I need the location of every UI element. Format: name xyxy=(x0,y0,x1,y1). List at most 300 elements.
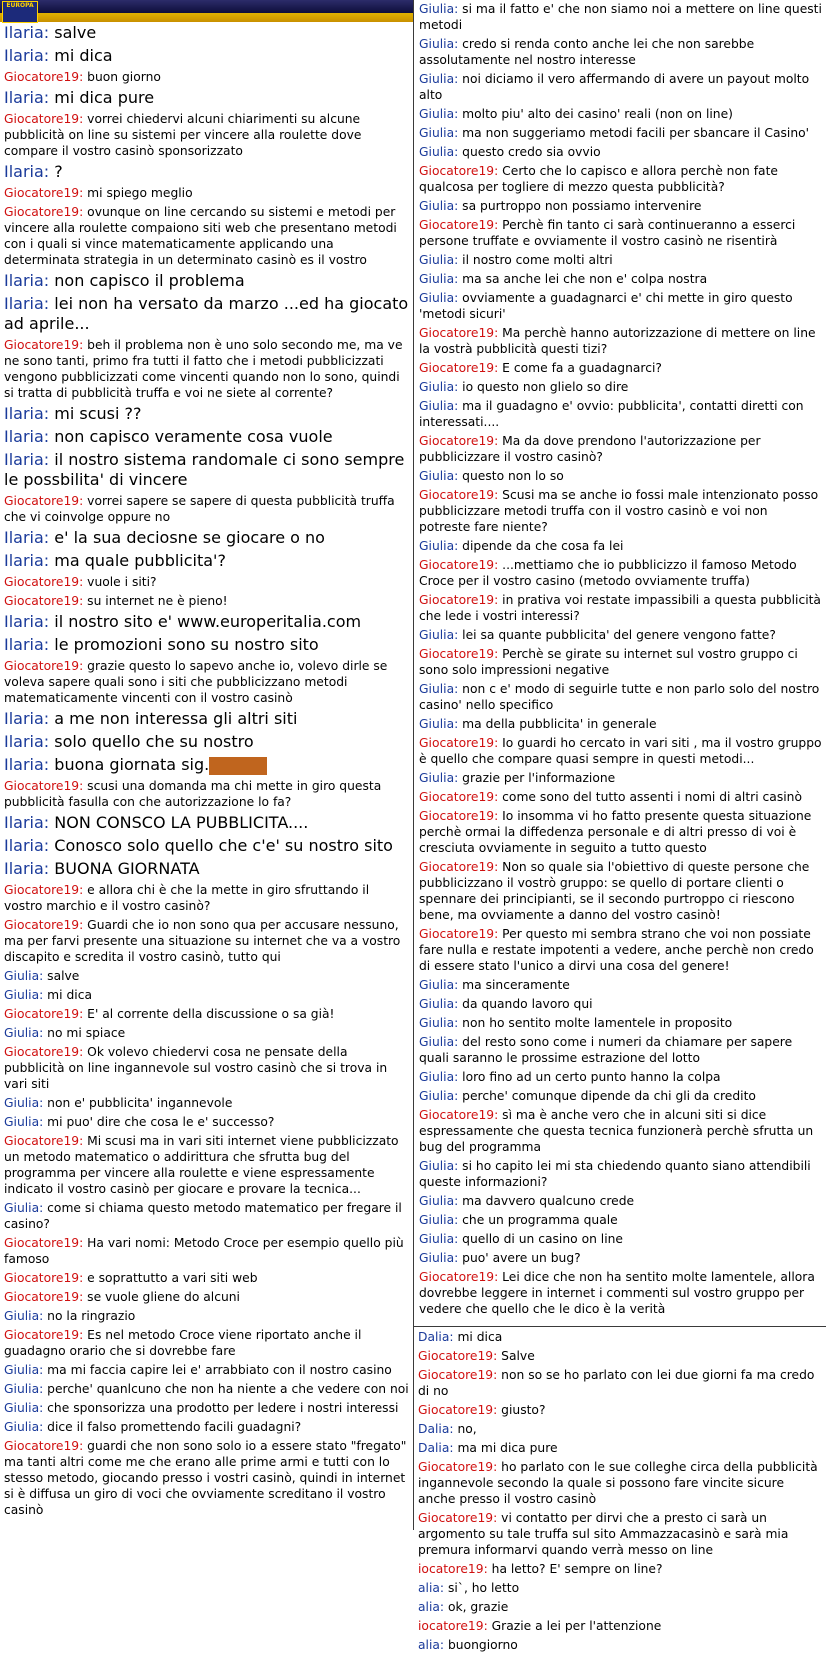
message-text: Salve xyxy=(501,1349,535,1363)
sender-separator: : xyxy=(494,927,503,941)
chat-message xyxy=(0,1288,413,1307)
sender-name: Giocatore19 xyxy=(4,779,80,793)
chat-log-right-bottom[interactable] xyxy=(414,1328,826,1668)
message-text: le promozioni sono su nostro sito xyxy=(54,635,319,654)
chat-message xyxy=(414,1560,826,1579)
chat-log-left[interactable] xyxy=(0,0,414,1530)
chat-message xyxy=(414,486,826,537)
message-text: da quando lavoro qui xyxy=(462,997,593,1011)
sender-name: Ilaria xyxy=(4,271,44,290)
chat-message xyxy=(414,715,826,734)
sender-name: Ilaria xyxy=(4,635,44,654)
sender-separator: : xyxy=(494,488,503,502)
sender-separator: : xyxy=(454,1016,463,1030)
sender-name: Ilaria xyxy=(4,450,44,469)
message-text: guardi che non sono solo io a essere stato "fregato" ma tanti altri come me che erano alle prime armi e tutti con lo stesso metodo, giocando presso i vostri casinò, quindi in internet si è diffusa un giro di voci che ovviamente screditano il vostro casinò xyxy=(4,1439,407,1517)
message-text: come sono del tutto assenti i nomi di altri casinò xyxy=(502,790,802,804)
sender-name: Giulia xyxy=(419,145,455,159)
sender-name: alia xyxy=(418,1600,440,1614)
chat-message xyxy=(0,634,413,657)
sender-separator: : xyxy=(494,809,503,823)
sender-separator: : xyxy=(494,1108,503,1122)
chat-message xyxy=(414,645,826,680)
message-text: ma sinceramente xyxy=(462,978,570,992)
chat-message xyxy=(414,270,826,289)
sender-name: Giocatore19 xyxy=(419,790,495,804)
sender-separator: : xyxy=(79,1236,88,1250)
message-text: non capisco veramente cosa vuole xyxy=(54,427,333,446)
sender-separator: : xyxy=(43,450,55,469)
sender-separator: : xyxy=(43,755,55,774)
message-text: a me non interessa gli altri siti xyxy=(54,709,298,728)
message-text: Perchè fin tanto ci sarà continueranno a esserci persone truffate e ovviamente il vostro casinò ne risentirà xyxy=(419,218,796,248)
message-text: beh il problema non è uno solo secondo me, ma ve ne sono tanti, primo fra tutti il fatto che i metodi pubblicizzati vengono pubblicizzati come vincenti quando non lo sono, quindi si tratta di pubblicità truffa e voi ne siete al corrente? xyxy=(4,338,403,400)
sender-separator: : xyxy=(454,126,463,140)
chat-message xyxy=(0,426,413,449)
message-text: ma non suggeriamo metodi facili per sbancare il Casino' xyxy=(462,126,810,140)
sender-separator: : xyxy=(454,1070,463,1084)
chat-message xyxy=(0,403,413,426)
sender-name: Giulia xyxy=(4,988,40,1002)
message-text: non e' pubblicita' ingannevole xyxy=(47,1096,233,1110)
sender-name: Giocatore19 xyxy=(419,1108,495,1122)
sender-name: Giocatore19 xyxy=(419,434,495,448)
message-text: NON CONSCO LA PUBBLICITA.... xyxy=(54,813,309,832)
sender-separator: : xyxy=(493,1349,502,1363)
chat-message xyxy=(0,657,413,708)
chat-message xyxy=(0,1399,413,1418)
sender-separator: : xyxy=(39,1096,48,1110)
sender-separator: : xyxy=(39,1201,48,1215)
message-text: ma il guadagno e' ovvio: pubblicita', contatti diretti con interessati.... xyxy=(419,399,804,429)
sender-name: Giocatore19 xyxy=(4,1290,80,1304)
chat-message xyxy=(414,1087,826,1106)
sender-separator: : xyxy=(79,1045,88,1059)
sender-name: Giulia xyxy=(419,1089,455,1103)
chat-message xyxy=(0,777,413,812)
message-text: Certo che lo capisco e allora perchè non fate qualcosa per togliere di mezzo questa pubblicità? xyxy=(419,164,778,194)
chat-message xyxy=(414,858,826,925)
sender-name: Giulia xyxy=(4,1026,40,1040)
sender-separator: : xyxy=(454,1194,463,1208)
sender-separator: : xyxy=(454,771,463,785)
message-text: Scusi ma se anche io fossi male intenzionato posso pubblicizzare metodi truffa con il vostro casinò e voi non potreste fare niente? xyxy=(419,488,819,534)
sender-name: Ilaria xyxy=(4,23,44,42)
sender-name: Giocatore19 xyxy=(419,927,495,941)
sender-name: Ilaria xyxy=(4,88,44,107)
sender-name: Giocatore19 xyxy=(419,218,495,232)
message-text: puo' avere un bug? xyxy=(462,1251,581,1265)
chat-message xyxy=(414,1420,826,1439)
chat-message xyxy=(414,1636,826,1655)
sender-name: Ilaria xyxy=(4,836,44,855)
sender-separator: : xyxy=(454,1089,463,1103)
chat-message xyxy=(0,1024,413,1043)
sender-name: Giulia xyxy=(4,1115,40,1129)
message-text: ? xyxy=(54,162,63,181)
sender-separator: : xyxy=(454,539,463,553)
sender-separator: : xyxy=(454,145,463,159)
sender-separator: : xyxy=(43,709,55,728)
sender-name: Giulia xyxy=(419,253,455,267)
chat-message xyxy=(0,1132,413,1199)
chat-message xyxy=(0,161,413,184)
sender-name: Giocatore19 xyxy=(419,326,495,340)
sender-name: Giulia xyxy=(419,997,455,1011)
chat-message xyxy=(414,1230,826,1249)
chat-message xyxy=(414,0,826,35)
sender-separator: : xyxy=(39,1420,48,1434)
message-text: salve xyxy=(54,23,97,42)
sender-separator: : xyxy=(39,1026,48,1040)
sender-separator: : xyxy=(43,836,55,855)
message-text: solo quello che su nostro xyxy=(54,732,254,751)
message-text: non ho sentito molte lamentele in proposito xyxy=(462,1016,733,1030)
sender-name: Ilaria xyxy=(4,294,44,313)
chat-message xyxy=(414,769,826,788)
message-text: Non so quale sia l'obiettivo di queste persone che pubblicizzano il vostrò gruppo: se quello di portare clienti o spennare dei principianti, se il secondo purtroppo ci riescono bene, ma ovviamente a danno del vostro casinò! xyxy=(419,860,810,922)
sender-separator: : xyxy=(79,186,88,200)
chat-message xyxy=(414,591,826,626)
chat-message xyxy=(414,1014,826,1033)
sender-name: Dalia xyxy=(418,1330,450,1344)
message-text: se vuole gliene do alcuni xyxy=(87,1290,240,1304)
sender-name: Giulia xyxy=(419,199,455,213)
sender-separator: : xyxy=(79,918,88,932)
chat-message xyxy=(414,1106,826,1157)
message-text: Perchè se girate su internet sul vostro gruppo ci sono solo impressioni negative xyxy=(419,647,798,677)
chat-message xyxy=(414,1366,826,1401)
sender-name: Giulia xyxy=(419,1035,455,1049)
message-text: il nostro sito e' www.europeritalia.com xyxy=(54,612,362,631)
sender-separator: : xyxy=(43,162,55,181)
sender-name: Giocatore19 xyxy=(418,1368,494,1382)
chat-message xyxy=(414,1579,826,1598)
sender-name: Ilaria xyxy=(4,528,44,547)
message-text: mi dica pure xyxy=(54,88,155,107)
message-text: ma della pubblicita' in generale xyxy=(462,717,657,731)
message-text: ...mettiamo che io pubblicizzo il famoso Metodo Croce per il vostro casino (metodo ovviamente truffa) xyxy=(419,558,797,588)
chat-message xyxy=(414,1157,826,1192)
chat-message xyxy=(414,1347,826,1366)
chat-message xyxy=(0,916,413,967)
logo-bar xyxy=(0,0,413,22)
sender-name: Giocatore19 xyxy=(419,809,495,823)
chat-message xyxy=(414,289,826,324)
sender-name: Giulia xyxy=(4,1420,40,1434)
chat-message xyxy=(0,1199,413,1234)
sender-separator: : xyxy=(454,717,463,731)
sender-separator: : xyxy=(79,1007,88,1021)
sender-name: Giulia xyxy=(419,1232,455,1246)
message-text: salve xyxy=(47,969,80,983)
chat-message xyxy=(414,734,826,769)
chat-message xyxy=(414,995,826,1014)
sender-name: Giocatore19 xyxy=(4,918,80,932)
sender-separator: : xyxy=(39,1115,48,1129)
chat-message xyxy=(414,807,826,858)
message-text: vi contatto per dirvi che a presto ci sarà un argomento su tale truffa sul sito Ammazzacasinò e sarà mia premura informarvi quando verrà messo on line xyxy=(418,1511,789,1557)
message-text: ma mi faccia capire lei e' arrabbiato con il nostro casino xyxy=(47,1363,392,1377)
sender-separator: : xyxy=(454,107,463,121)
sender-name: Ilaria xyxy=(4,46,44,65)
chat-message xyxy=(0,270,413,293)
sender-separator: : xyxy=(449,1441,458,1455)
sender-name: Giocatore19 xyxy=(419,361,495,375)
chat-message xyxy=(414,432,826,467)
chat-message xyxy=(0,812,413,835)
message-text: ma mi dica pure xyxy=(457,1441,558,1455)
sender-name: Giocatore19 xyxy=(419,1270,495,1284)
sender-separator: : xyxy=(454,399,463,413)
message-text: Io insomma vi ho fatto presente questa situazione perchè ormai la diffedenza personale e di altri presso di voi è cresciuta ovviamente in seguito a tutto questo xyxy=(419,809,812,855)
chat-message xyxy=(414,680,826,715)
chat-message xyxy=(414,925,826,976)
sender-name: Giulia xyxy=(419,771,455,785)
sender-name: Giocatore19 xyxy=(4,659,80,673)
chat-message xyxy=(414,1439,826,1458)
sender-separator: : xyxy=(494,361,503,375)
sender-separator: : xyxy=(494,434,503,448)
chat-log-right-top[interactable] xyxy=(414,0,826,1327)
sender-name: Giulia xyxy=(419,126,455,140)
sender-separator: : xyxy=(79,575,88,589)
sender-separator: : xyxy=(43,528,55,547)
chat-message xyxy=(414,105,826,124)
message-text: su internet ne è pieno! xyxy=(87,594,228,608)
message-text: e' la sua deciosne se giocare o no xyxy=(54,528,325,547)
chat-message xyxy=(0,45,413,68)
sender-name: alia xyxy=(418,1581,440,1595)
sender-separator: : xyxy=(494,736,503,750)
message-text: si ma il fatto e' che non siamo noi a mettere on line questi metodi xyxy=(419,2,822,32)
chat-message xyxy=(414,124,826,143)
message-text: grazie per l'informazione xyxy=(462,771,616,785)
message-text: Mi scusi ma in vari siti internet viene pubblicizzato un metodo matematico o addirittura che sfrutta bug del programma per vincere alla roulette e viene espressamente indicato il vostro casinò per giocare e provare la tecnica... xyxy=(4,1134,399,1196)
chat-message xyxy=(414,397,826,432)
sender-name: Giulia xyxy=(419,1213,455,1227)
message-text: dice il falso promettendo facili guadagni? xyxy=(47,1420,302,1434)
sender-name: Giulia xyxy=(419,1159,455,1173)
chat-message xyxy=(0,336,413,403)
message-text: questo non lo so xyxy=(462,469,564,483)
message-text: Ma da dove prendono l'autorizzazione per pubblicizzare il vostro casinò? xyxy=(419,434,761,464)
message-text: giusto? xyxy=(501,1403,546,1417)
message-text: ma quale pubblicita'? xyxy=(54,551,226,570)
sender-name: Ilaria xyxy=(4,404,44,423)
chat-message xyxy=(414,378,826,397)
message-text: vorrei sapere se sapere di questa pubblicità truffa che vi coinvolge oppure no xyxy=(4,494,395,524)
sender-separator: : xyxy=(43,551,55,570)
message-text: Guardi che io non sono qua per accusare nessuno, ma per farvi presente una situazione su internet che va a vostro discapito e scredita il vostro casinò, tutto qui xyxy=(4,918,401,964)
chat-message xyxy=(0,1361,413,1380)
chat-message xyxy=(414,1068,826,1087)
chat-message xyxy=(0,1326,413,1361)
chat-message xyxy=(0,573,413,592)
sender-separator: : xyxy=(454,272,463,286)
chat-message xyxy=(0,87,413,110)
message-text: mi dica xyxy=(54,46,113,65)
sender-separator: : xyxy=(454,199,463,213)
message-text: Es nel metodo Croce viene riportato anche il guadagno orario che si dovrebbe fare xyxy=(4,1328,362,1358)
sender-name: Giulia xyxy=(4,1309,40,1323)
sender-separator: : xyxy=(439,1638,448,1652)
chat-message xyxy=(414,1401,826,1420)
sender-separator: : xyxy=(494,647,503,661)
sender-name: Giulia xyxy=(4,1201,40,1215)
chat-message xyxy=(0,492,413,527)
sender-separator: : xyxy=(454,1251,463,1265)
sender-separator: : xyxy=(454,37,463,51)
sender-separator: : xyxy=(454,380,463,394)
sender-separator: : xyxy=(39,1401,48,1415)
sender-separator: : xyxy=(454,253,463,267)
chat-message xyxy=(414,251,826,270)
sender-name: Giulia xyxy=(419,469,455,483)
message-text: E come fa a guadagnarci? xyxy=(502,361,662,375)
message-text: del resto sono come i numeri da chiamare per sapere quali saranno le prossime estrazione del lotto xyxy=(419,1035,793,1065)
chat-message xyxy=(0,110,413,161)
sender-name: Giocatore19 xyxy=(4,575,80,589)
sender-name: Giocatore19 xyxy=(418,1349,494,1363)
sender-name: Giocatore19 xyxy=(4,1007,80,1021)
sender-separator: : xyxy=(39,988,48,1002)
sender-separator: : xyxy=(454,469,463,483)
sender-name: Giulia xyxy=(419,539,455,553)
message-text: non capisco il problema xyxy=(54,271,245,290)
message-text: non so se ho parlato con lei due giorni fa ma credo di no xyxy=(418,1368,815,1398)
sender-separator: : xyxy=(454,628,463,642)
message-text: buon giorno xyxy=(87,70,161,84)
chat-message xyxy=(414,1458,826,1509)
sender-name: Ilaria xyxy=(4,755,44,774)
sender-name: Dalia xyxy=(418,1441,450,1455)
message-text: Io guardi ho cercato in vari siti , ma il vostro gruppo è quello che compare quasi sempre in questi metodi... xyxy=(419,736,822,766)
message-text: ovunque on line cercando su sistemi e metodi per vincere alla roulette compaiono siti web che presentano metodi con i quali si vince matematicamente applicando una determinata strategia in un determinato casinò es il vostro xyxy=(4,205,397,267)
message-text: credo si renda conto anche lei che non sarebbe assolutamente nel nostro interesse xyxy=(419,37,755,67)
sender-separator: : xyxy=(454,997,463,1011)
sender-separator: : xyxy=(454,978,463,992)
redacted-name xyxy=(209,757,267,775)
sender-name: Giocatore19 xyxy=(418,1511,494,1525)
chat-message xyxy=(0,527,413,550)
chat-message xyxy=(0,550,413,573)
sender-separator: : xyxy=(79,1328,88,1342)
chat-message xyxy=(414,162,826,197)
chat-message xyxy=(414,1211,826,1230)
chat-message xyxy=(0,1234,413,1269)
sender-name: Ilaria xyxy=(4,709,44,728)
message-text: Ha vari nomi: Metodo Croce per esempio quello più famoso xyxy=(4,1236,404,1266)
sender-name: Giocatore19 xyxy=(4,594,80,608)
sender-name: Giocatore19 xyxy=(4,186,80,200)
sender-name: Giocatore19 xyxy=(418,1403,494,1417)
sender-name: Giocatore19 xyxy=(419,593,495,607)
chat-message xyxy=(414,324,826,359)
sender-separator: : xyxy=(43,612,55,631)
sender-name: Giulia xyxy=(419,717,455,731)
sender-name: Ilaria xyxy=(4,551,44,570)
sender-name: Ilaria xyxy=(4,859,44,878)
message-text: BUONA GIORNATA xyxy=(54,859,200,878)
message-text: il nostro sistema randomale ci sono sempre le possbilita' di vincere xyxy=(4,450,405,489)
message-text: in prativa voi restate impassibili a questa pubblicità che lede i vostri interessi? xyxy=(419,593,821,623)
chat-message xyxy=(0,754,413,777)
chat-message xyxy=(0,1094,413,1113)
chat-message xyxy=(414,788,826,807)
chat-message xyxy=(0,1418,413,1437)
message-text: noi diciamo il vero affermando di avere un payout molto alto xyxy=(419,72,810,102)
chat-message xyxy=(0,1113,413,1132)
sender-name: Giulia xyxy=(419,628,455,642)
chat-message xyxy=(414,467,826,486)
sender-name: Giocatore19 xyxy=(4,494,80,508)
sender-separator: : xyxy=(483,1619,492,1633)
message-text: ovviamente a guadagnarci e' chi mette in giro questo 'metodi sicuri' xyxy=(419,291,793,321)
sender-separator: : xyxy=(449,1330,458,1344)
sender-name: Giocatore19 xyxy=(4,1328,80,1342)
sender-separator: : xyxy=(39,969,48,983)
sender-separator: : xyxy=(454,291,463,305)
sender-name: Dalia xyxy=(418,1422,450,1436)
sender-name: Giulia xyxy=(419,1251,455,1265)
sender-separator: : xyxy=(79,494,88,508)
message-text: ma sa anche lei che non e' colpa nostra xyxy=(462,272,708,286)
message-text: quello di un casino on line xyxy=(462,1232,623,1246)
sender-name: Giocatore19 xyxy=(4,1271,80,1285)
sender-name: iocatore19 xyxy=(418,1619,484,1633)
sender-name: Giocatore19 xyxy=(4,1236,80,1250)
sender-separator: : xyxy=(439,1581,448,1595)
sender-name: Giocatore19 xyxy=(418,1460,494,1474)
message-text: vorrei chiedervi alcuni chiarimenti su alcune pubblicità on line su sistemi per vincere alla roulette dove compare il vostro casinò sponsorizzato xyxy=(4,112,362,158)
sender-separator: : xyxy=(493,1368,502,1382)
message-text: lei sa quante pubblicita' del genere vengono fatte? xyxy=(462,628,776,642)
chat-message xyxy=(414,1617,826,1636)
message-text: no mi spiace xyxy=(47,1026,126,1040)
sender-name: Giulia xyxy=(419,1194,455,1208)
chat-message xyxy=(0,1269,413,1288)
casino-logo: EUROPA xyxy=(2,1,38,23)
message-text: questo credo sia ovvio xyxy=(462,145,601,159)
sender-name: Giocatore19 xyxy=(4,1045,80,1059)
sender-name: Giulia xyxy=(419,399,455,413)
sender-name: Giocatore19 xyxy=(419,164,495,178)
chat-message xyxy=(414,1268,826,1319)
message-text: si ho capito lei mi sta chiedendo quanto siano attendibili queste informazioni? xyxy=(419,1159,811,1189)
message-text: no, xyxy=(457,1422,477,1436)
sender-name: Giocatore19 xyxy=(419,558,495,572)
sender-separator: : xyxy=(79,1439,88,1453)
chat-message xyxy=(414,556,826,591)
sender-separator: : xyxy=(449,1422,458,1436)
chat-message xyxy=(0,592,413,611)
sender-name: Giulia xyxy=(419,682,455,696)
chat-message xyxy=(414,1328,826,1347)
chat-message xyxy=(0,708,413,731)
sender-name: Giocatore19 xyxy=(4,338,80,352)
message-text: che sponsorizza una prodotto per ledere i nostri interessi xyxy=(47,1401,399,1415)
sender-separator: : xyxy=(39,1363,48,1377)
chat-message xyxy=(414,1598,826,1617)
sender-separator: : xyxy=(454,72,463,86)
sender-separator: : xyxy=(454,1035,463,1049)
sender-name: Giocatore19 xyxy=(4,205,80,219)
sender-separator: : xyxy=(483,1562,492,1576)
sender-separator: : xyxy=(79,338,88,352)
message-text: buongiorno xyxy=(447,1638,518,1652)
sender-name: Giulia xyxy=(419,107,455,121)
